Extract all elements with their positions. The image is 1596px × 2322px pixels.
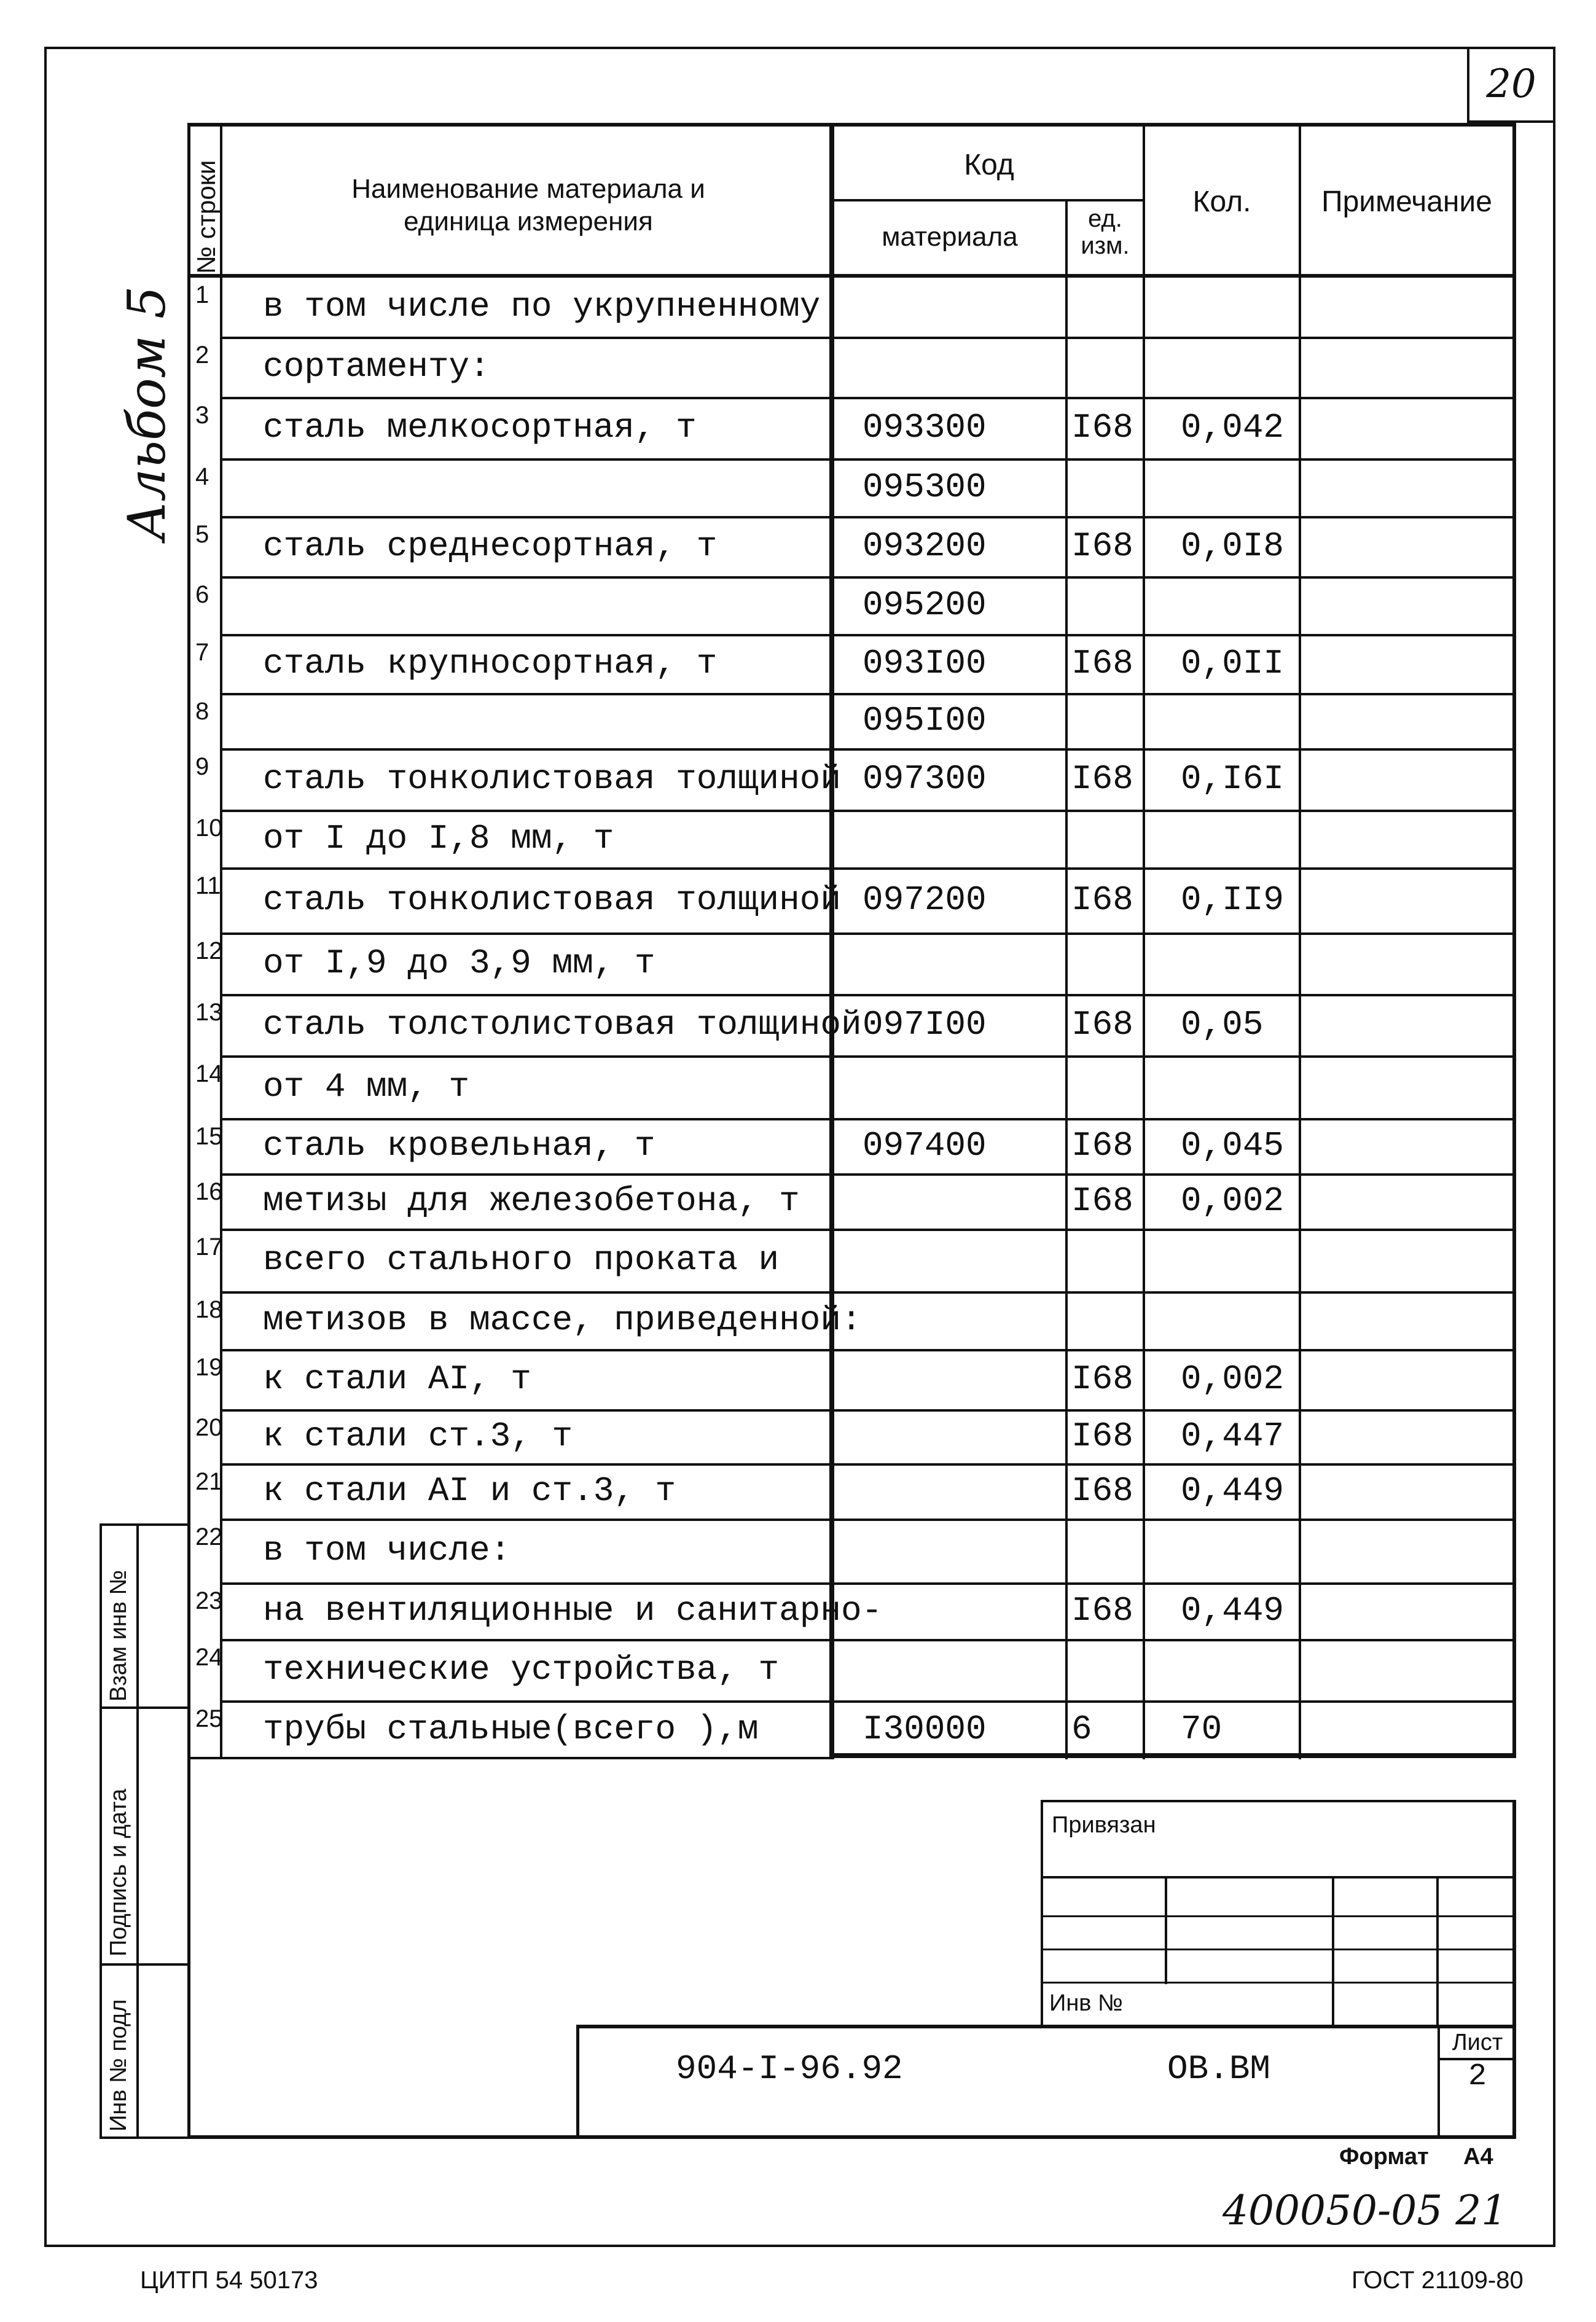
- stamp-vzam: Взам инв №: [106, 1570, 131, 1702]
- row-name: сталь крупносортная, т: [263, 644, 718, 683]
- format-value: А4: [1463, 2144, 1493, 2170]
- row-name: технические устройства, т: [263, 1650, 780, 1689]
- row-unit: 6: [1071, 1710, 1092, 1749]
- title-grid-h4: [1041, 1982, 1516, 1984]
- header-unit-2: изм.: [1081, 232, 1130, 259]
- row-number: 16: [195, 1178, 223, 1205]
- header-name: Наименование материала и единица измерения: [351, 174, 705, 237]
- row-number: 2: [195, 342, 209, 369]
- header-qty: Кол.: [1192, 186, 1251, 218]
- table-frame-right: [1512, 123, 1516, 1757]
- header-material: материала: [882, 222, 1018, 252]
- row-number: 23: [195, 1587, 223, 1614]
- row-name: сталь мелкосортная, т: [263, 408, 697, 447]
- row-qty: 0,449: [1181, 1471, 1285, 1511]
- row-separator: [220, 810, 1515, 812]
- row-separator: [220, 576, 1515, 579]
- row-code: 095I00: [863, 701, 987, 740]
- row-name: сталь среднесортная, т: [263, 526, 718, 566]
- row-separator: [220, 1291, 1515, 1294]
- title-grid-h3: [1041, 1949, 1516, 1950]
- row-number: 25: [195, 1705, 223, 1732]
- row-number: 4: [195, 463, 209, 490]
- page-number: 20: [1486, 61, 1536, 107]
- row-qty: 70: [1181, 1710, 1222, 1749]
- row-code: 093300: [863, 408, 987, 447]
- row-code: 097I00: [863, 1005, 987, 1044]
- table-frame-left: [187, 123, 190, 2138]
- row-qty: 0,0I8: [1181, 526, 1285, 566]
- col-line-unit: [1143, 123, 1145, 1759]
- stamp-left: [100, 1523, 102, 2138]
- row-number: 21: [195, 1468, 223, 1495]
- header-code: Код: [964, 149, 1014, 181]
- row-name: сталь кровельная, т: [263, 1126, 655, 1165]
- title-block-bottom: [187, 2135, 1516, 2139]
- row-name: к стали АI и ст.3, т: [263, 1471, 676, 1511]
- outer-frame-bottom: [44, 2245, 1555, 2247]
- outer-frame-right: [1553, 47, 1555, 2246]
- row-qty: 0,05: [1181, 1005, 1264, 1044]
- footer-left: ЦИТП 54 50173: [140, 2267, 318, 2294]
- stamp-podpis: Подпись и дата: [106, 1788, 131, 1957]
- row-name: сортаменту:: [263, 347, 490, 386]
- row-separator: [220, 397, 1515, 399]
- row-number: 22: [195, 1523, 223, 1550]
- row-number: 11: [195, 872, 221, 899]
- row-code: 093I00: [863, 644, 987, 683]
- row-code: I30000: [863, 1710, 987, 1749]
- row-code: 097300: [863, 759, 987, 799]
- table-lower-line: [187, 1757, 832, 1759]
- row-number: 18: [195, 1296, 223, 1323]
- row-qty: 0,045: [1181, 1126, 1285, 1165]
- title-grid-h2: [1041, 1915, 1516, 1917]
- doc-box-left: [576, 2025, 579, 2138]
- row-number: 19: [195, 1354, 223, 1381]
- row-name: метизов в массе, приведенной:: [263, 1300, 862, 1340]
- row-number: 14: [195, 1060, 223, 1087]
- row-code: 095200: [863, 585, 987, 625]
- title-grid-v2: [1332, 1876, 1334, 2027]
- footer-right: ГОСТ 21109-80: [1352, 2267, 1524, 2294]
- row-number: 1: [195, 281, 209, 308]
- header-row-number: № строки: [192, 160, 221, 274]
- row-number: 20: [195, 1414, 223, 1441]
- row-number: 13: [195, 999, 223, 1026]
- row-separator: [220, 1582, 1515, 1585]
- col-line-qty: [1299, 123, 1301, 1759]
- row-code: 095300: [863, 467, 987, 507]
- outer-frame-top: [44, 47, 1555, 49]
- row-separator: [220, 1639, 1515, 1641]
- row-unit: I68: [1071, 1471, 1133, 1511]
- row-unit: I68: [1071, 1005, 1133, 1044]
- row-unit: I68: [1071, 1181, 1133, 1221]
- stamp-top: [100, 1523, 189, 1526]
- row-separator: [220, 1519, 1515, 1521]
- row-separator: [220, 867, 1515, 870]
- doc-mark: ОВ.ВМ: [1167, 2049, 1271, 2089]
- header-unit-1: ед.: [1088, 205, 1122, 232]
- stamp-bottom: [100, 2136, 189, 2139]
- row-number: 10: [195, 815, 223, 842]
- row-unit: I68: [1071, 880, 1133, 920]
- row-unit: I68: [1071, 526, 1133, 566]
- row-qty: 0,447: [1181, 1417, 1285, 1456]
- page-number-box-left: [1467, 47, 1469, 122]
- row-number: 3: [195, 402, 209, 429]
- row-separator: [220, 1055, 1515, 1058]
- row-number: 24: [195, 1644, 223, 1671]
- row-separator: [220, 1463, 1515, 1466]
- row-name: в том числе:: [263, 1531, 511, 1570]
- row-name: сталь толстолистовая толщиной: [263, 1005, 862, 1044]
- row-name: к стали ст.3, т: [263, 1417, 573, 1456]
- title-grid-h1: [1041, 1876, 1516, 1878]
- row-number: 17: [195, 1233, 223, 1261]
- sheet-box-left: [1438, 2025, 1440, 2138]
- row-separator: [220, 1700, 1515, 1703]
- row-name: от 4 мм, т: [263, 1067, 470, 1106]
- row-separator: [220, 994, 1515, 996]
- row-qty: 0,I6I: [1181, 759, 1285, 799]
- row-unit: I68: [1071, 408, 1133, 447]
- album-label: Альбом 5: [117, 286, 177, 541]
- row-name: метизы для железобетона, т: [263, 1181, 800, 1221]
- row-name: от I,9 до 3,9 мм, т: [263, 944, 655, 983]
- col-line-material: [1065, 200, 1068, 1759]
- row-separator: [220, 748, 1515, 751]
- stamp-div-2: [100, 1963, 189, 1966]
- row-unit: I68: [1071, 1417, 1133, 1456]
- header-bottom: [187, 274, 1516, 278]
- stamp-div-1: [100, 1706, 189, 1709]
- sheet-number: 2: [1468, 2059, 1487, 2094]
- row-number: 8: [195, 698, 209, 725]
- row-separator: [220, 1229, 1515, 1231]
- row-number: 5: [195, 521, 209, 548]
- title-grid-v3: [1436, 1876, 1439, 2027]
- row-unit: I68: [1071, 759, 1133, 799]
- row-separator: [220, 693, 1515, 695]
- table-body-bottom: [829, 1753, 1516, 1758]
- sheet-label: Лист: [1452, 2030, 1503, 2055]
- row-separator: [220, 634, 1515, 636]
- outer-frame-left: [44, 47, 47, 2246]
- row-code: 097400: [863, 1126, 987, 1165]
- title-grid-v1: [1165, 1876, 1167, 1984]
- row-unit: I68: [1071, 644, 1133, 683]
- title-block-top: [1041, 1800, 1516, 1802]
- row-name: трубы стальные(всего ),м: [263, 1710, 759, 1749]
- row-separator: [220, 1409, 1515, 1412]
- row-separator: [220, 932, 1515, 935]
- code-subheader-line: [829, 199, 1144, 201]
- row-number: 15: [195, 1123, 223, 1150]
- row-unit: I68: [1071, 1591, 1133, 1630]
- row-name: от I до I,8 мм, т: [263, 819, 614, 858]
- row-code: 097200: [863, 880, 987, 920]
- format-label: Формат: [1339, 2144, 1429, 2170]
- row-name: всего стального проката и: [263, 1240, 780, 1280]
- doc-code: 904-I-96.92: [676, 2049, 903, 2089]
- row-number: 6: [195, 581, 209, 608]
- row-separator: [220, 1349, 1515, 1351]
- privyazan-label: Привязан: [1052, 1812, 1156, 1838]
- row-unit: I68: [1071, 1126, 1133, 1165]
- row-separator: [220, 337, 1515, 339]
- title-block-left: [1041, 1800, 1043, 2027]
- row-unit: I68: [1071, 1359, 1133, 1399]
- row-name: сталь тонколистовая толщиной: [263, 880, 841, 920]
- table-frame-top: [187, 123, 1516, 127]
- row-number: 12: [195, 937, 223, 964]
- row-qty: 0,449: [1181, 1591, 1285, 1630]
- stamp-inner: [136, 1523, 139, 2138]
- row-code: 093200: [863, 526, 987, 566]
- row-separator: [220, 458, 1515, 461]
- row-name: сталь тонколистовая толщиной: [263, 759, 841, 799]
- row-qty: 0,002: [1181, 1359, 1285, 1399]
- row-qty: 0,0II: [1181, 644, 1285, 683]
- row-name: в том числе по укрупненному: [263, 287, 821, 326]
- inv-no-label: Инв №: [1049, 1990, 1123, 2016]
- row-name: на вентиляционные и санитарно-: [263, 1591, 883, 1630]
- col-line-name: [829, 123, 834, 1759]
- row-number: 9: [195, 753, 209, 780]
- row-separator: [220, 1118, 1515, 1120]
- stamp-inv-podl: Инв № подл: [106, 1999, 131, 2132]
- handwritten-code: 400050-05 21: [1222, 2187, 1508, 2234]
- header-note: Примечание: [1321, 186, 1492, 218]
- row-qty: 0,002: [1181, 1181, 1285, 1221]
- row-separator: [220, 1173, 1515, 1176]
- row-qty: 0,042: [1181, 408, 1285, 447]
- row-name: к стали АI, т: [263, 1359, 531, 1399]
- doc-box-top: [576, 2025, 1516, 2028]
- row-qty: 0,II9: [1181, 880, 1285, 920]
- row-number: 7: [195, 639, 209, 666]
- row-separator: [220, 516, 1515, 518]
